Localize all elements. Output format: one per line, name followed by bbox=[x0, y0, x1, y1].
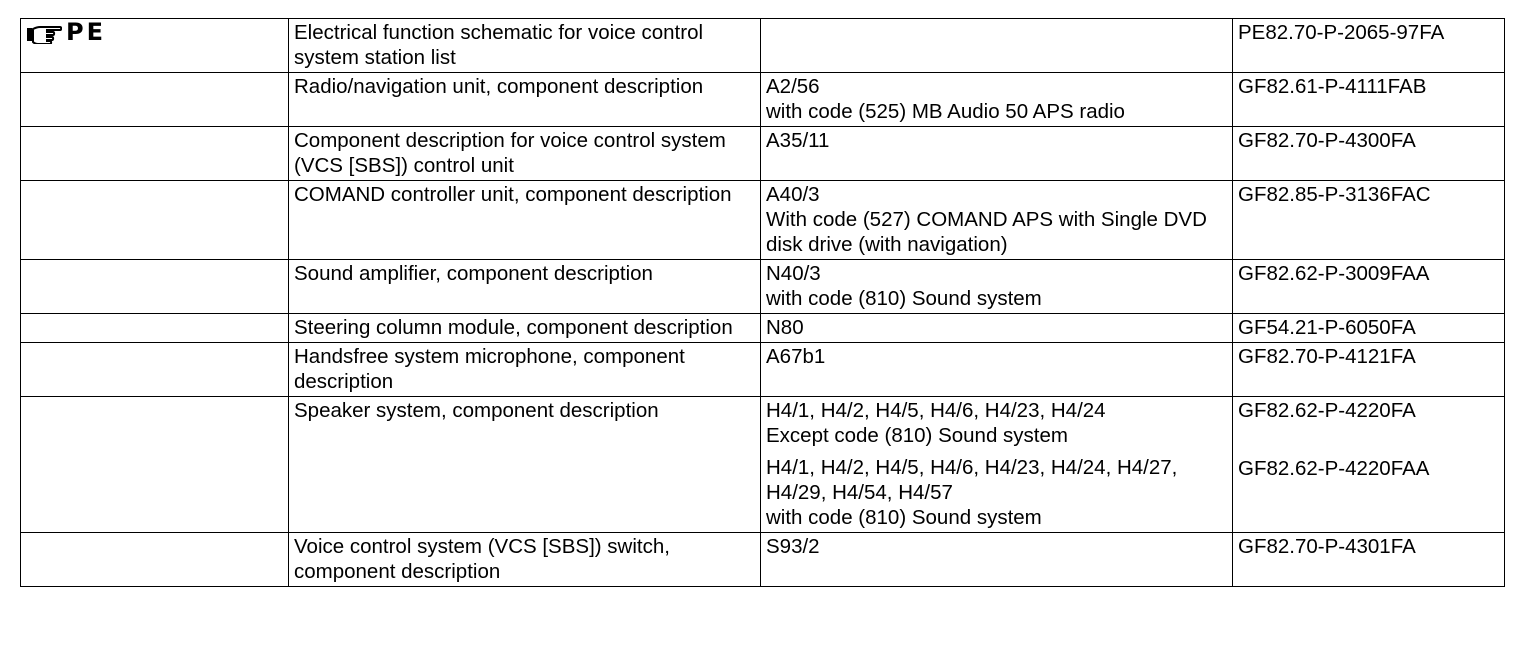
component-note: with code (810) Sound system bbox=[766, 287, 1042, 310]
component-cell bbox=[761, 314, 1233, 343]
document-link[interactable]: GF82.61-P-4111FAB bbox=[1233, 73, 1505, 127]
component-note: Except code (810) Sound system bbox=[766, 424, 1068, 447]
description-cell: Handsfree system microphone, component description bbox=[289, 343, 761, 397]
description-cell: Sound amplifier, component description bbox=[289, 260, 761, 314]
document-link[interactable]: GF82.62-P-3009FAA bbox=[1233, 260, 1505, 314]
document-link[interactable]: GF82.85-P-3136FAC bbox=[1233, 181, 1505, 260]
component-note: with code (810) Sound system bbox=[766, 506, 1042, 529]
component-cell bbox=[761, 343, 1233, 397]
table-row bbox=[21, 343, 1505, 397]
component-id: H4/1, H4/2, H4/5, H4/6, H4/23, H4/24 bbox=[766, 399, 1106, 422]
component-id: N40/3 bbox=[766, 262, 821, 285]
component-cell bbox=[761, 127, 1233, 181]
component-id: A2/56 bbox=[766, 75, 820, 98]
table-row bbox=[21, 19, 1505, 73]
document-table bbox=[20, 18, 1505, 587]
table-row bbox=[21, 127, 1505, 181]
component-cell bbox=[761, 533, 1233, 587]
component-id: A67b1 bbox=[766, 345, 826, 368]
description-cell: Steering column module, component description bbox=[289, 314, 761, 343]
table-row bbox=[21, 73, 1505, 127]
pointing-hand-icon bbox=[26, 22, 62, 44]
component-cell bbox=[761, 260, 1233, 314]
table-row bbox=[21, 314, 1505, 343]
document-link[interactable]: GF82.62-P-4220FAA bbox=[1238, 457, 1430, 480]
component-cell bbox=[761, 73, 1233, 127]
description-cell: COMAND controller unit, component description bbox=[289, 181, 761, 260]
component-cell bbox=[761, 181, 1233, 260]
description-cell: Electrical function schematic for voice control system station list bbox=[289, 19, 761, 73]
document-link[interactable]: GF82.70-P-4300FA bbox=[1233, 127, 1505, 181]
section-label: PE bbox=[66, 18, 106, 46]
component-id: N80 bbox=[766, 316, 804, 339]
component-cell bbox=[761, 19, 1233, 73]
component-id: A35/11 bbox=[766, 129, 830, 152]
document-link[interactable]: GF54.21-P-6050FA bbox=[1233, 314, 1505, 343]
document-link[interactable]: PE82.70-P-2065-97FA bbox=[1233, 19, 1505, 73]
section-marker-cell bbox=[21, 19, 289, 73]
description-cell: Voice control system (VCS [SBS]) switch, component description bbox=[289, 533, 761, 587]
document-link[interactable]: GF82.70-P-4301FA bbox=[1233, 533, 1505, 587]
table-row bbox=[21, 260, 1505, 314]
table-row bbox=[21, 397, 1505, 533]
component-cell bbox=[761, 397, 1233, 533]
component-id: S93/2 bbox=[766, 535, 820, 558]
document-cell bbox=[1233, 397, 1505, 533]
section-marker bbox=[26, 20, 106, 45]
component-id: A40/3 bbox=[766, 183, 820, 206]
component-id: H4/1, H4/2, H4/5, H4/6, H4/23, H4/24, H4/27, H4/29, H4/54, H4/57 bbox=[766, 456, 1178, 504]
description-cell: Component description for voice control system (VCS [SBS]) control unit bbox=[289, 127, 761, 181]
document-link[interactable]: GF82.70-P-4121FA bbox=[1233, 343, 1505, 397]
component-note: With code (527) COMAND APS with Single DVD disk drive (with navigation) bbox=[766, 208, 1207, 256]
table-row bbox=[21, 533, 1505, 587]
description-cell: Radio/navigation unit, component description bbox=[289, 73, 761, 127]
table-row bbox=[21, 181, 1505, 260]
description-cell: Speaker system, component description bbox=[289, 397, 761, 533]
component-note: with code (525) MB Audio 50 APS radio bbox=[766, 100, 1125, 123]
document-link[interactable]: GF82.62-P-4220FA bbox=[1238, 399, 1416, 422]
